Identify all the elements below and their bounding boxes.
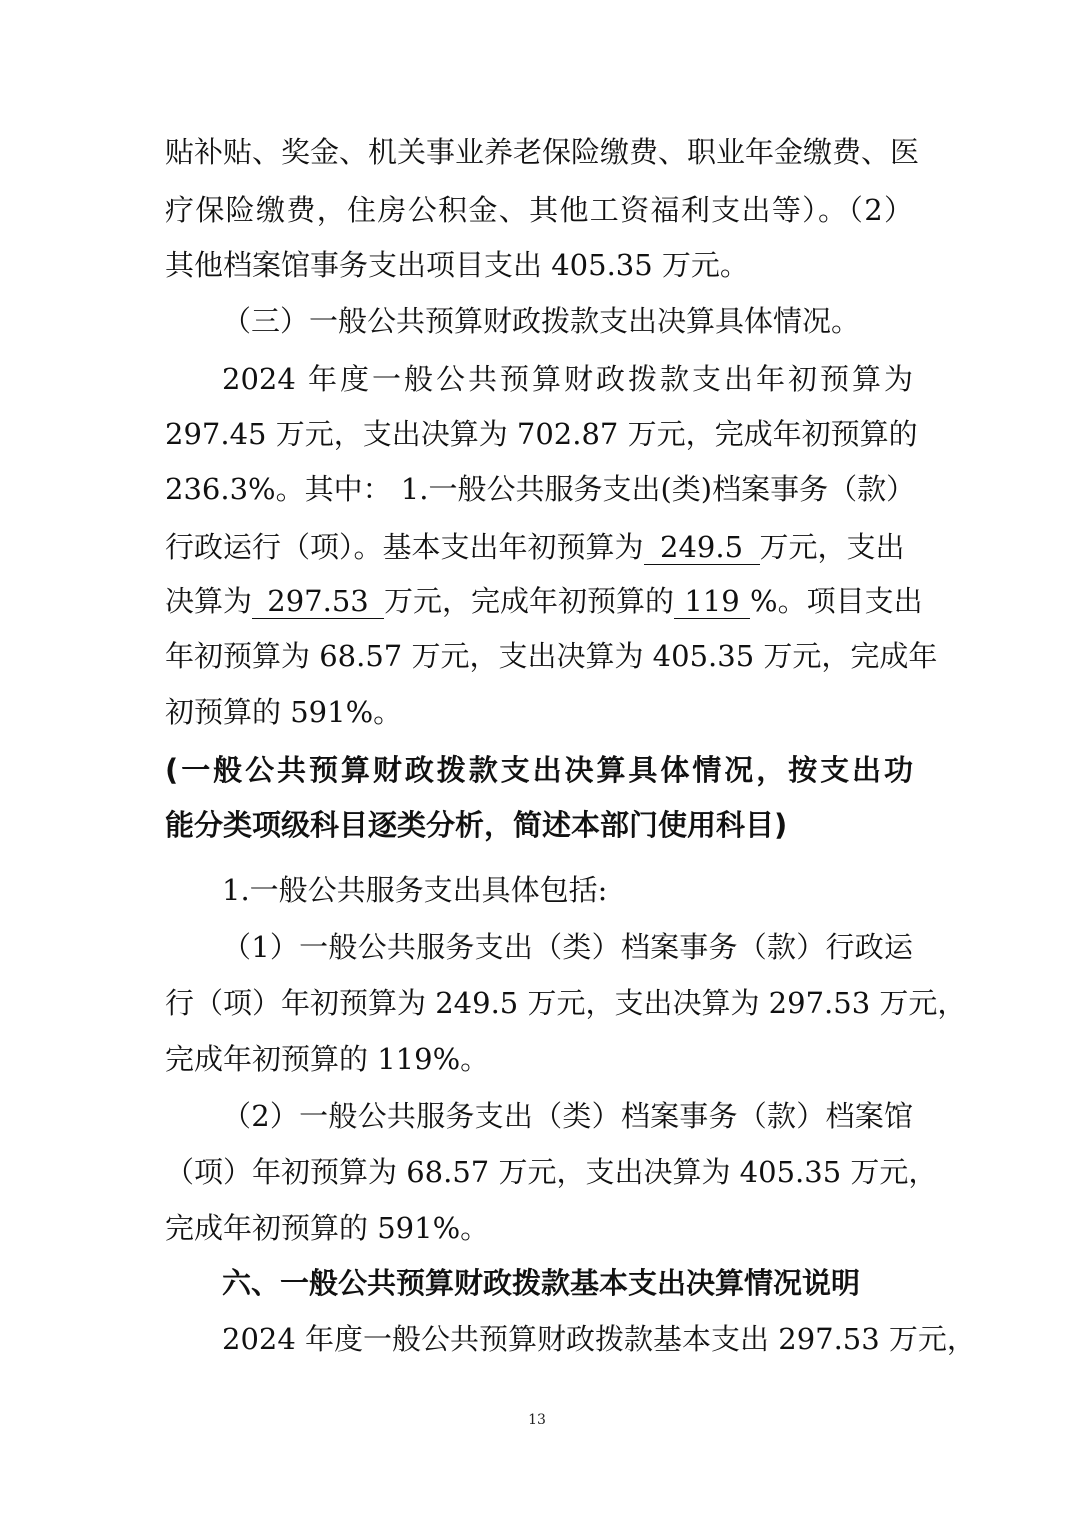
body-line-12: 1.一般公共服务支出具体包括: [222,873,608,907]
page-number: 13 [528,1412,546,1428]
body-line-5: 2024 年度一般公共预算财政拨款支出年初预算为 [222,362,913,396]
underlined-blank-basic-actual: 297.53 [252,584,384,619]
body-line-11: 初预算的 591%。 [165,695,403,729]
subsection-heading: （三）一般公共预算财政拨款支出决算具体情况。 [222,304,861,338]
line8-prefix: 行政运行（项）。基本支出年初预算为 [165,530,644,564]
instruction-note-line-2: 能分类项级科目逐类分析，简述本部门使用科目) [165,808,788,842]
body-line-17: （项）年初预算为 68.57 万元，支出决算为 405.35 万元， [165,1155,938,1189]
line9-suffix: %。项目支出 [750,584,923,618]
instruction-note-line-1: (一般公共预算财政拨款支出决算具体情况，按支出功 [165,753,913,787]
section-heading: 六、一般公共预算财政拨款基本支出决算情况说明 [222,1266,861,1300]
body-line-14: 行（项）年初预算为 249.5 万元，支出决算为 297.53 万元， [165,986,967,1020]
body-line-3: 其他档案馆事务支出项目支出 405.35 万元。 [165,248,749,282]
body-line-2: 疗保险缴费，住房公积金、其他工资福利支出等）。（2） [165,193,913,227]
body-line-10: 年初预算为 68.57 万元，支出决算为 405.35 万元，完成年 [165,639,938,673]
body-line-9 [165,572,923,630]
body-line-15: 完成年初预算的 119%。 [165,1042,490,1076]
body-line-19: 2024 年度一般公共预算财政拨款基本支出 297.53 万元， [222,1322,976,1356]
body-line-6: 297.45 万元，支出决算为 702.87 万元，完成年初预算的 [165,417,918,451]
body-line-16: （2）一般公共服务支出（类）档案事务（款）档案馆 [222,1099,913,1133]
body-line-8 [165,518,913,576]
body-line-7: 236.3%。其中： 1.一般公共服务支出(类)档案事务（款） [165,472,916,506]
line9-middle: 万元，完成年初预算的 [384,584,675,618]
line8-suffix: 万元，支出 [759,530,905,564]
underlined-blank-basic-budget: 249.5 [644,530,760,565]
body-line-18: 完成年初预算的 591%。 [165,1211,490,1245]
body-line-1: 贴补贴、奖金、机关事业养老保险缴费、职业年金缴费、医 [165,135,920,169]
line9-prefix: 决算为 [165,584,253,618]
underlined-blank-completion-rate: 119 [674,584,750,619]
body-line-13: （1）一般公共服务支出（类）档案事务（款）行政运 [222,930,913,964]
